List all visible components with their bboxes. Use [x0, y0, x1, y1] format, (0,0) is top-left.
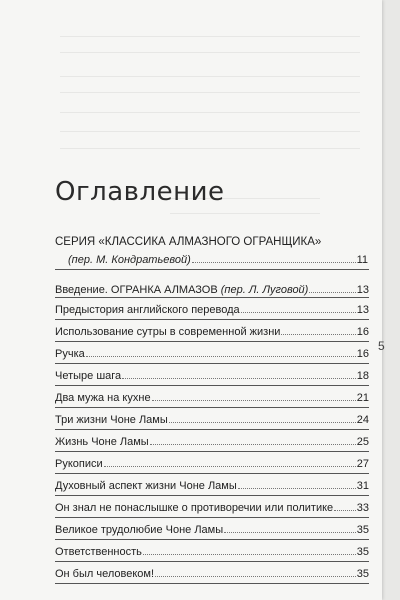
leader-dots [309, 291, 355, 293]
leader-dots [224, 531, 356, 533]
entry-title: Он был человеком! [55, 568, 155, 580]
page-number: 16 [356, 326, 369, 338]
entry-title: Три жизни Чоне Ламы [55, 414, 168, 426]
divider [55, 495, 369, 496]
series-translator: (пер. М. Кондратьевой) [68, 254, 191, 266]
entry-title: Введение. ОГРАНКА АЛМАЗОВ (пер. Л. Луговой) [55, 284, 309, 296]
toc-entry [55, 281, 369, 296]
entry-title: Жизнь Чоне Ламы [55, 436, 149, 448]
toc-entry [55, 301, 369, 316]
entry-title: Ответственность [55, 546, 142, 558]
series-entry [68, 252, 368, 266]
toc-entry [55, 499, 369, 514]
page-number: 31 [356, 480, 369, 492]
entry-title: Ручка [55, 348, 85, 360]
bleed-through-line [60, 92, 360, 93]
page-number: 24 [356, 414, 369, 426]
page-number: 21 [356, 392, 369, 404]
leader-dots [155, 575, 356, 577]
toc-entry [55, 565, 369, 580]
leader-dots [104, 465, 356, 467]
folio-page-number: 5 [378, 339, 385, 353]
toc-entry [55, 367, 369, 382]
entry-translator-note: (пер. Л. Луговой) [220, 284, 309, 296]
bleed-through-line [60, 131, 360, 132]
divider [55, 319, 369, 320]
leader-dots [241, 311, 356, 313]
divider [55, 297, 369, 298]
page-number: 35 [356, 524, 369, 536]
series-heading: СЕРИЯ «КЛАССИКА АЛМАЗНОГО ОГРАНЩИКА» [55, 236, 322, 248]
toc-entry [55, 433, 369, 448]
divider [55, 583, 369, 584]
leader-dots [152, 399, 356, 401]
toc-entry [55, 521, 369, 536]
divider [55, 473, 369, 474]
entry-title: Духовный аспект жизни Чоне Ламы [55, 480, 237, 492]
entry-title: Он знал не понаслышке о противоречии или политике [55, 502, 334, 514]
divider [55, 539, 369, 540]
toc-entry [55, 323, 369, 338]
toc-entry [55, 455, 369, 470]
divider [55, 429, 369, 430]
toc-entry [55, 477, 369, 492]
leader-dots [150, 443, 356, 445]
entry-title: Рукописи [55, 458, 103, 470]
page-number: 35 [356, 568, 369, 580]
bleed-through-line [60, 76, 360, 77]
leader-dots [169, 421, 356, 423]
entry-title: Великое трудолюбие Чоне Ламы [55, 524, 224, 536]
divider [55, 561, 369, 562]
divider [55, 269, 369, 270]
divider [55, 385, 369, 386]
toc-entry [55, 411, 369, 426]
leader-dots [281, 333, 355, 335]
bleed-through-line [60, 112, 360, 113]
divider [55, 451, 369, 452]
leader-dots [192, 261, 356, 263]
bleed-through-line [170, 213, 320, 214]
entry-title: Предыстория английского перевода [55, 304, 240, 316]
leader-dots [143, 553, 356, 555]
divider [55, 341, 369, 342]
toc-entry [55, 389, 369, 404]
leader-dots [86, 355, 356, 357]
entry-title: Четыре шага [55, 370, 122, 382]
bleed-through-line [60, 148, 360, 149]
bleed-through-line [60, 52, 360, 53]
page-number: 33 [356, 502, 369, 514]
page-number: 35 [356, 546, 369, 558]
entry-title: Использование сутры в современной жизни [55, 326, 281, 338]
page-number: 11 [356, 254, 368, 266]
divider [55, 517, 369, 518]
leader-dots [238, 487, 356, 489]
page-number: 13 [356, 304, 369, 316]
page-number: 16 [356, 348, 369, 360]
entry-title: Два мужа на кухне [55, 392, 151, 404]
divider [55, 407, 369, 408]
divider [55, 363, 369, 364]
toc-entry [55, 543, 369, 558]
bleed-through-line [60, 36, 360, 37]
page-title: Оглавление [55, 177, 225, 207]
page-number: 13 [356, 284, 369, 296]
toc-entry [55, 345, 369, 360]
page-number: 27 [356, 458, 369, 470]
leader-dots [122, 377, 356, 379]
page-number: 25 [356, 436, 369, 448]
leader-dots [334, 509, 356, 511]
page-number: 18 [356, 370, 369, 382]
